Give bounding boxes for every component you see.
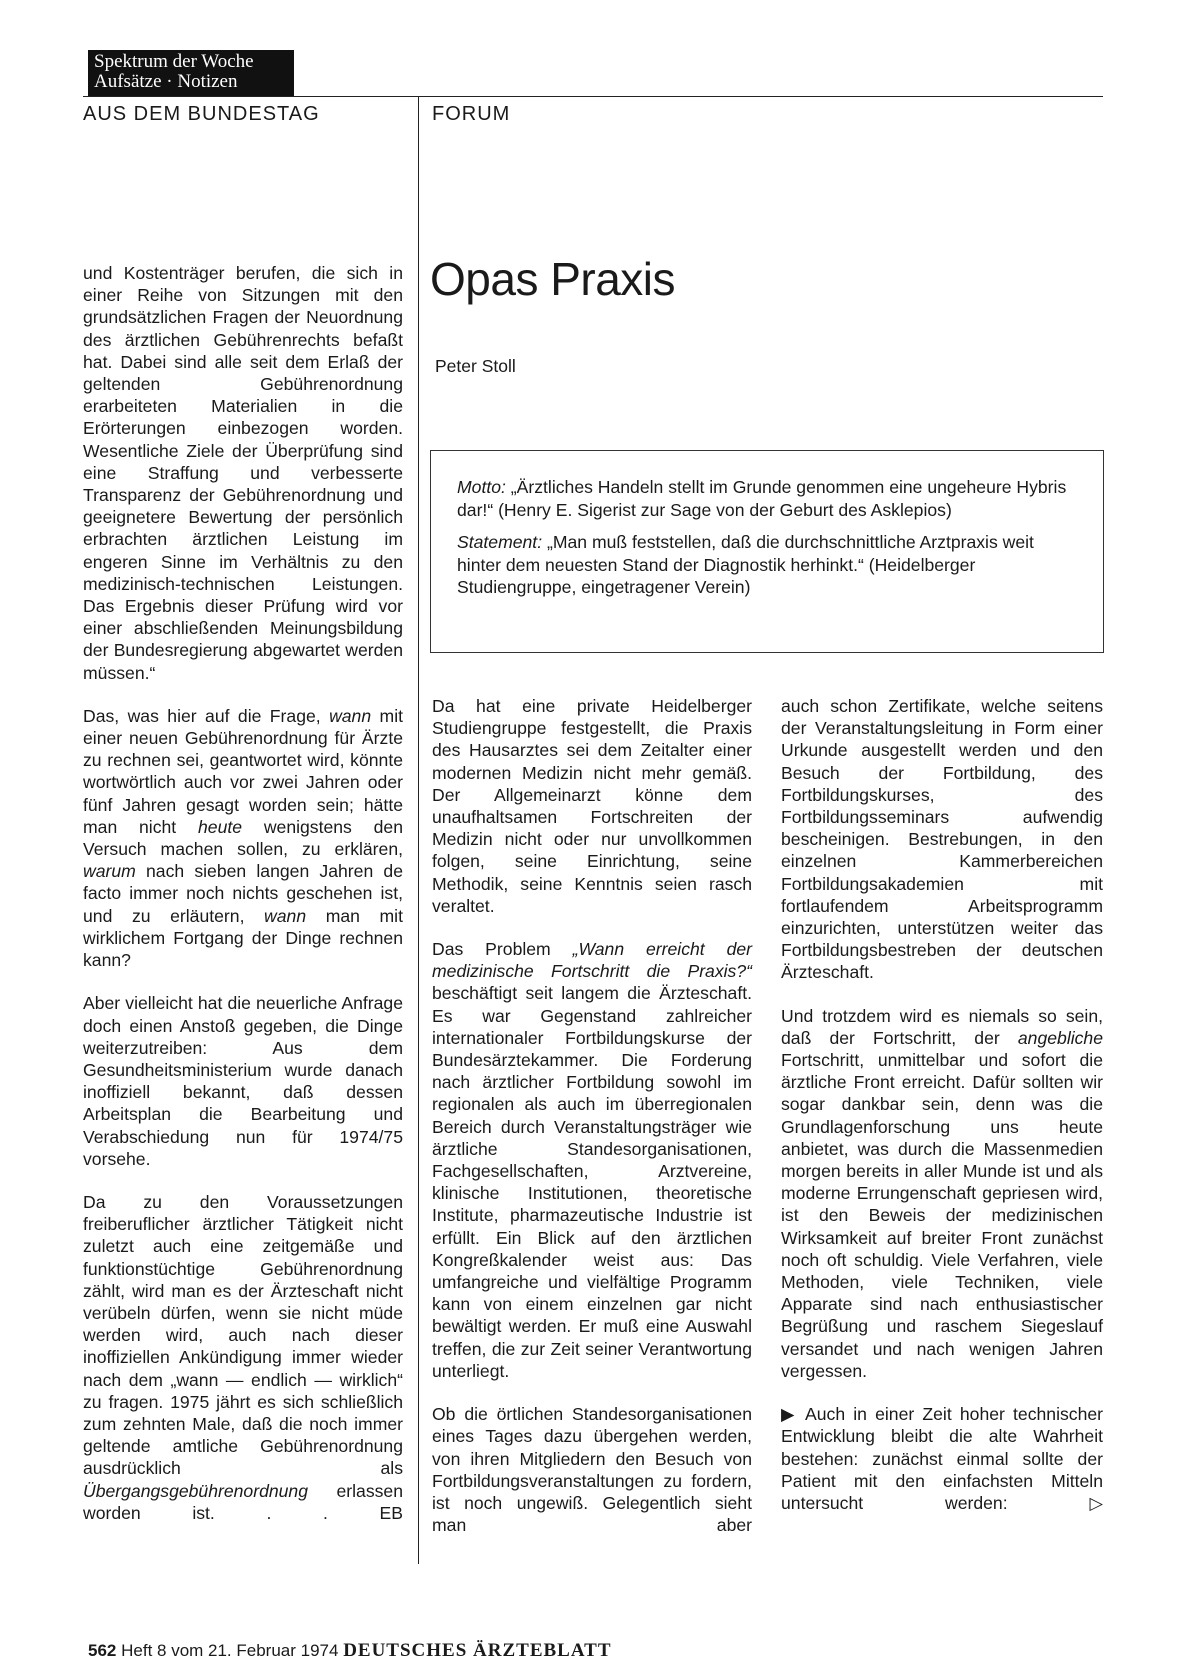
left-section-heading: AUS DEM BUNDESTAG — [83, 103, 320, 125]
middle-column — [432, 695, 752, 1557]
article-author: Peter Stoll — [435, 356, 516, 376]
middle-paragraph-2: Das Problem „Wann erreicht der medizinische Fortschritt die Praxis?“ beschäftigt seit langem die Ärzteschaft. Es war Gegenstand zahlreicher internationaler Fortbildungskurse der Bundesärztekammer. Die Forderung nach ärztlicher Fortbildung sowohl im regionalen als auch im überregionalen Bereich durch Veranstaltungsträger wie ärztliche Standesorganisationen, Fachgesellschaften, Arztvereine, klinische Institutionen, theoretische Institute, pharmazeutische Industrie ist erfüllt. Ein Blick auf den ärztlichen Kongreßkalender weist aus: Das umfangreiche und vielfältige Programm kann von einem einzelnen gar nicht bewältigt werden. Er muß eine Auswahl treffen, die zur Zeit seiner Verantwortung unterliegt. — [432, 939, 753, 1381]
left-paragraph-1: und Kostenträger berufen, die sich in einer Reihe von Sitzungen mit den grundsätzlichen Fragen der Neuordnung des ärztlichen Gebührenrechts befaßt hat. Dabei sind alle seit dem Erlaß der geltenden Gebührenordnung erarbeiteten Materialien in die Erörterungen einbezogen worden. Wesentliche Ziele der Überprüfung sind eine Straffung und verbesserte Transparenz der Gebührenordnung und geeignetere Bewertung der persönlich erbrachten ärztlichen Leistung im engeren Sinne im Verhältnis zu den medizinisch-technischen Leistungen. Das Ergebnis dieser Prüfung wird vor einer abschließenden Meinungsbildung der Bundesregierung abgewartet werden müssen.“ — [83, 263, 403, 683]
magazine-name: DEUTSCHES ÄRZTEBLATT — [343, 1640, 612, 1661]
left-paragraph-4: Da zu den Voraussetzungen freiberuflicher ärztlicher Tätigkeit nicht zuletzt auch eine zeitgemäße und funktionstüchtige Gebührenordnung zählt, wird man es der Ärzteschaft nicht verübeln dürfen, wenn sie nicht müde werden wird, auch nach dieser inoffiziellen Ankündigung immer wieder nach dem „wann — endlich — wirklich“ zu fragen. 1975 jährt es sich schließlich zum zehnten Male, daß die noch immer geltende amtliche Gebührenordnung ausdrücklich als Übergangsgebührenordnung erlassen worden ist. . . EB — [83, 1191, 403, 1523]
motto: Motto: „Ärztliches Handeln stellt im Grunde genommen eine ungeheure Hybris dar!“ (Henry E. Sigerist zur Sage von der Geburt des Asklepios) — [457, 477, 1067, 520]
right-paragraph-1: auch schon Zertifikate, welche seitens der Veranstaltungsleitung in Form einer Urkunde ausgestellt werden und den Besuch der Fortbildung, des Fortbildungskurses, des Fortbildungsseminars aufwendig bescheinigen. Bestrebungen, in den einzelnen Kammerbereichen Fortbildungsakademien mit fortlaufendem Arbeitsprogramm einzurichten, unterstützen weiter das Fortbildungsbestreben der deutschen Ärzteschaft. — [781, 696, 1103, 983]
middle-paragraph-3: Ob die örtlichen Standesorganisationen eines Tages dazu übergehen werden, von ihren Mitgliedern den Besuch von Fortbildungsveranstaltungen zu fordern, ist noch ungewiß. Gelegentlich sieht man aber — [432, 1404, 752, 1536]
left-column — [83, 262, 403, 1545]
header-rule — [83, 96, 1103, 97]
right-paragraph-3: ▶ Auch in einer Zeit hoher technischer Entwicklung bleibt die alte Wahrheit bestehen: zunächst einmal sollte der Patient mit den einfachsten Mitteln untersucht werden: ▷ — [781, 1404, 1104, 1513]
triangle-marker-icon: ▶ — [781, 1404, 798, 1425]
article-title: Opas Praxis — [430, 253, 676, 305]
right-section-heading: FORUM — [432, 103, 511, 125]
motto-box — [430, 450, 1104, 653]
left-paragraph-2: Das, was hier auf die Frage, wann mit einer neuen Gebührenordnung für Ärzte zu rechnen sei, geantwortet wird, könnte wortwörtlich auch vor zwei Jahren oder fünf Jahren gesagt worden sein; hätte man nicht heute wenigstens den Versuch machen sollen, zu erklären, warum nach sieben langen Jahren de facto immer noch nichts geschehen ist, und zu erläutern, wann man mit wirklichem Fortgang der Dinge rechnen kann? — [83, 705, 404, 971]
issue-info: Heft 8 vom 21. Februar 1974 — [121, 1641, 339, 1660]
page-number: 562 — [88, 1641, 117, 1660]
section-badge — [88, 50, 294, 96]
author-initials: EB — [379, 1502, 403, 1523]
badge-line-1: Spektrum der Woche — [94, 51, 254, 72]
right-paragraph-2: Und trotzdem wird es niemals so sein, daß der Fortschritt, der angebliche Fortschritt, unmittelbar und sofort die ärztliche Front erreicht. Dafür sollten wir sogar dankbar sein, denn was die Grundlagenforschung uns heute anbietet, was durch die Massenmedien morgen bereits in aller Munde ist und als moderne Errungenschaft gepriesen wird, ist den Beweis der medizinischen Wirksamkeit auf breiter Front zunächst noch oft schuldig. Viele Verfahren, viele Methoden, viele Techniken, viele Apparate sind nach enthusiastischer Begrüßung und raschem Siegeslauf versandet und nach wenigen Jahren vergessen. — [781, 1005, 1103, 1381]
continue-arrow-icon: ▷ — [1089, 1492, 1103, 1513]
page-footer — [88, 1640, 612, 1662]
column-divider — [418, 96, 419, 1564]
left-paragraph-3: Aber vielleicht hat die neuerliche Anfrage doch einen Anstoß gegeben, die Dinge weiterzutreiben: Aus dem Gesundheitsministerium wurde danach inoffiziell bekannt, daß dessen Arbeitsplan die Bearbeitung und Verabschiedung nun für 1974/75 vorsehe. — [83, 993, 403, 1169]
statement: Statement: „Man muß feststellen, daß die durchschnittliche Arztpraxis weit hinter dem neuesten Stand der Diagnostik herhinkt.“ (Heidelberger Studiengruppe, eingetragener Verein) — [457, 532, 1034, 598]
badge-line-2: Aufsätze · Notizen — [94, 71, 238, 92]
right-column — [781, 695, 1103, 1535]
middle-paragraph-1: Da hat eine private Heidelberger Studiengruppe festgestellt, die Praxis des Hausarztes sei dem Zeitalter einer modernen Medizin nicht mehr gemäß. Der Allgemeinarzt könne dem unaufhaltsamen Fortschreiten der Medizin nicht oder nur unvollkommen folgen, seine Einrichtung, seine Methodik, seine Kenntnis seien rasch veraltet. — [432, 696, 752, 916]
